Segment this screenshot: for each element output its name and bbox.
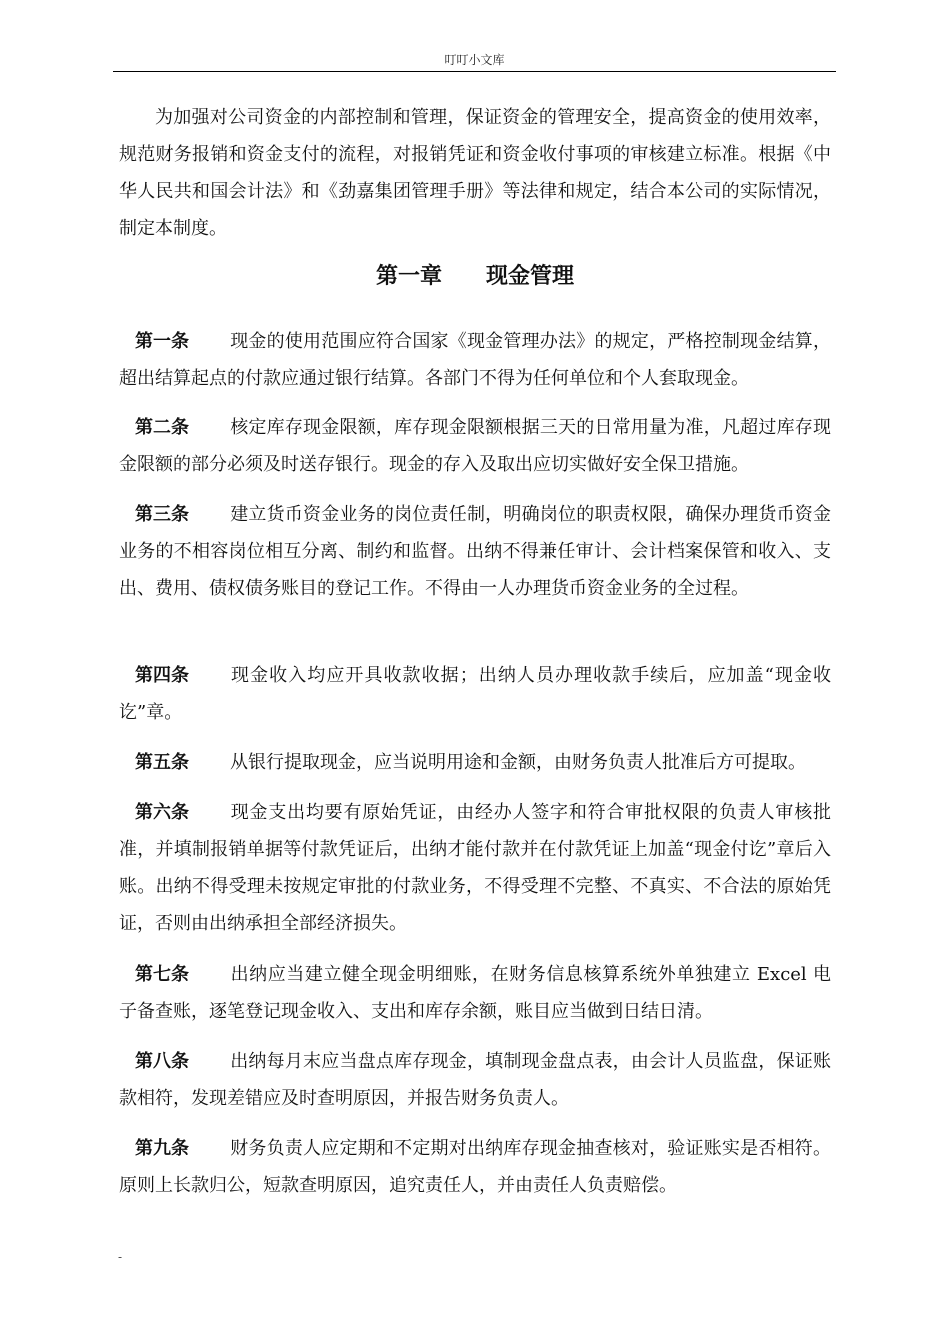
article-9	[119, 1130, 831, 1204]
article-label: 第二条	[135, 417, 189, 438]
article-text: 财务负责人应定期和不定期对出纳库存现金抽查核对，验证账实是否相符。原则上长款归公，短款查明原因，追究责任人，并由责任人负责赔偿。	[119, 1138, 831, 1196]
article-label: 第五条	[135, 752, 189, 773]
article-8	[119, 1043, 831, 1117]
article-7	[119, 956, 831, 1030]
article-label: 第三条	[135, 504, 189, 525]
article-5	[119, 744, 831, 781]
article-3	[119, 496, 831, 607]
article-label: 第八条	[135, 1051, 189, 1072]
article-2	[119, 409, 831, 483]
article-text: 现金支出均要有原始凭证，由经办人签字和符合审批权限的负责人审核批准，并填制报销单据等付款凭证后，出纳才能付款并在付款凭证上加盖“现金付讫”章后入账。出纳不得受理未按规定审批的付款业务，不得受理不完整、不真实、不合法的原始凭证，否则由出纳承担全部经济损失。	[119, 802, 831, 934]
article-text: 核定库存现金限额，库存现金限额根据三天的日常用量为准，凡超过库存现金限额的部分必须及时送存银行。现金的存入及取出应切实做好安全保卫措施。	[119, 417, 831, 475]
article-label: 第六条	[135, 802, 189, 823]
article-label: 第九条	[135, 1138, 189, 1159]
footer-mark: -	[118, 1250, 123, 1264]
article-text: 出纳应当建立健全现金明细账，在财务信息核算系统外单独建立 Excel 电子备查账，逐笔登记现金收入、支出和库存余额，账目应当做到日结日清。	[119, 964, 831, 1022]
article-text: 现金收入均应开具收款收据；出纳人员办理收款手续后，应加盖“现金收讫”章。	[119, 665, 831, 723]
article-4	[119, 657, 831, 731]
article-label: 第四条	[135, 665, 189, 686]
article-1	[119, 323, 831, 397]
article-text: 现金的使用范围应符合国家《现金管理办法》的规定，严格控制现金结算，超出结算起点的付款应通过银行结算。各部门不得为任何单位和个人套取现金。	[119, 331, 831, 389]
article-text: 从银行提取现金，应当说明用途和金额，由财务负责人批准后方可提取。	[230, 752, 806, 773]
article-text: 建立货币资金业务的岗位责任制，明确岗位的职责权限，确保办理货币资金业务的不相容岗位相互分离、制约和监督。出纳不得兼任审计、会计档案保管和收入、支出、费用、债权债务账目的登记工作。不得由一人办理货币资金业务的全过程。	[119, 504, 831, 599]
article-label: 第七条	[135, 964, 189, 985]
article-text: 出纳每月末应当盘点库存现金，填制现金盘点表，由会计人员监盘，保证账款相符，发现差错应及时查明原因，并报告财务负责人。	[119, 1051, 831, 1109]
intro-paragraph: 为加强对公司资金的内部控制和管理，保证资金的管理安全，提高资金的使用效率，规范财务报销和资金支付的流程，对报销凭证和资金收付事项的审核建立标准。根据《中华人民共和国会计法》和《劲嘉集团管理手册》等法律和规定，结合本公司的实际情况，制定本制度。	[119, 107, 831, 239]
article-label: 第一条	[135, 331, 189, 352]
header-divider	[113, 71, 836, 72]
article-6	[119, 794, 831, 942]
chapter-title: 第一章 现金管理	[375, 264, 574, 289]
page-header-title: 叮叮小文库	[444, 53, 505, 67]
